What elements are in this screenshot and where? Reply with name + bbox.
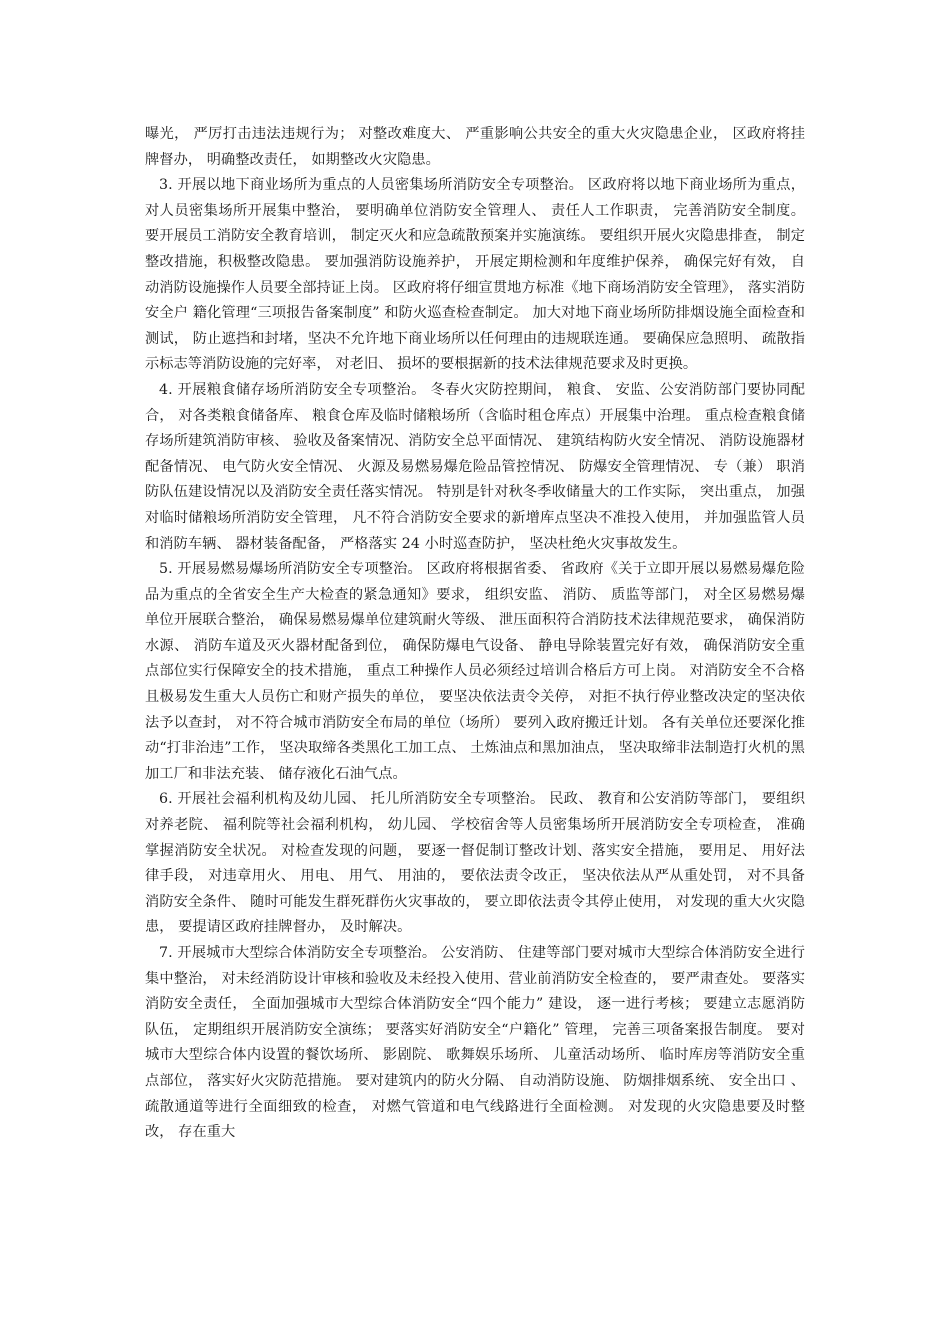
paragraph-item-5: 5. 开展易燃易爆场所消防安全专项整治。 区政府将根据省委、 省政府《关于立即开展以易燃易爆危险品为重点的全省安全生产大检查的紧急通知》要求， 组织安监、 消防、 质监等部门， 对全区易燃易爆单位开展联合整治， 确保易燃易爆单位建筑耐火等级、 泄压面积符合消防技术法律规范要求， 确保消防水源、 消防车道及灭火器材配备到位， 确保防爆电气设备、 静电导除装置完好有效， 确保消防安全重点部位实行保障安全的技术措施， 重点工种操作人员必须经过培训合格后方可上岗。 对消防安全不合格且极易发生重大人员伤亡和财产损失的单位， 要坚决依法责令关停， 对拒不执行停业整改决定的坚决依法予以查封， 对不符合城市消防安全布局的单位（场所） 要列入政府搬迁计划。 各有关单位还要深化推动“打非治违”工作， 坚决取缔各类黑化工加工点、 土炼油点和黑加油点， 坚决取缔非法制造打火机的黑加工厂和非法充装、 储存液化石油气点。 bbox=[145, 561, 805, 782]
paragraph-item-6: 6. 开展社会福利机构及幼儿园、 托儿所消防安全专项整治。 民政、 教育和公安消防等部门， 要组织对养老院、 福利院等社会福利机构， 幼儿园、 学校宿舍等人员密集场所开展消防安全专项检查， 准确掌握消防安全状况。 对检查发现的问题， 要逐一督促制订整改计划、落实安全措施， 要用足、 用好法律手段， 对违章用火、 用电、 用气、 用油的， 要依法责令改正， 坚决依法从严从重处罚， 对不具备消防安全条件、 随时可能发生群死群伤火灾事故的， 要立即依法责令其停止使用， 对发现的重大火灾隐患， 要提请区政府挂牌督办， 及时解决。 bbox=[145, 791, 805, 936]
paragraph-item-3: 3. 开展以地下商业场所为重点的人员密集场所消防安全专项整治。 区政府将以地下商业场所为重点， 对人员密集场所开展集中整治， 要明确单位消防安全管理人、 责任人工作职责， 完善消防安全制度。 要开展员工消防安全教育培训， 制定灭火和应急疏散预案并实施演练。 要组织开展火灾隐患排查， 制定整改措施，积极整改隐患。 要加强消防设施养护， 开展定期检测和年度维护保养， 确保完好有效， 自动消防设施操作人员要全部持证上岗。 区政府将仔细宣贯地方标准《地下商场消防安全管理》， 落实消防安全户 籍化管理“三项报告备案制度” 和防火巡查检查制定。 加大对地下商业场所防排烟设施全面检查和测试， 防止遮挡和封堵，坚决不允许地下商业场所以任何理由的违规联连通。 要确保应急照明、 疏散指示标志等消防设施的完好率， 对老旧、 损坏的要根据新的技术法律规范要求及时更换。 bbox=[145, 177, 805, 373]
paragraph-continuation: 曝光， 严厉打击违法违规行为； 对整改难度大、 严重影响公共安全的重大火灾隐患企业， 区政府将挂牌督办， 明确整改责任， 如期整改火灾隐患。 bbox=[145, 126, 805, 168]
paragraph-item-4: 4. 开展粮食储存场所消防安全专项整治。 冬春火灾防控期间， 粮食、 安监、公安消防部门要协同配合， 对各类粮食储备库、 粮食仓库及临时储粮场所（含临时租仓库点）开展集中治理。 重点检查粮食储存场所建筑消防审核、 验收及备案情况、消防安全总平面情况、 建筑结构防火安全情况、 消防设施器材配备情况、 电气防火安全情况、 火源及易燃易爆危险品管控情况、 防爆安全管理情况、 专（兼） 职消防队伍建设情况以及消防安全责任落实情况。 特别是针对秋冬季收储量大的工作实际， 突出重点， 加强对临时储粮场所消防安全管理， 凡不符合消防安全要求的新增库点坚决不准投入使用， 并加强监管人员和消防车辆、 器材装备配备， 严格落实 24 小时巡查防护， 坚决杜绝火灾事故发生。 bbox=[145, 381, 805, 552]
paragraph-item-7: 7. 开展城市大型综合体消防安全专项整治。 公安消防、 住建等部门要对城市大型综合体消防安全进行集中整治， 对未经消防设计审核和验收及未经投入使用、营业前消防安全检查的， 要严肃查处。 要落实消防安全责任， 全面加强城市大型综合体消防安全“四个能力” 建设， 逐一进行考核； 要建立志愿消防队伍， 定期组织开展消防安全演练； 要落实好消防安全“户籍化” 管理， 完善三项备案报告制度。 要对城市大型综合体内设置的餐饮场所、 影剧院、 歌舞娱乐场所、 儿童活动场所、 临时库房等消防安全重点部位， 落实好火灾防范措施。 要对建筑内的防火分隔、 自动消防设施、 防烟排烟系统、 安全出口 、 疏散通道等进行全面细致的检查， 对燃气管道和电气线路进行全面检测。 对发现的火灾隐患要及时整改， 存在重大 bbox=[145, 945, 805, 1141]
document-body bbox=[145, 122, 805, 1146]
